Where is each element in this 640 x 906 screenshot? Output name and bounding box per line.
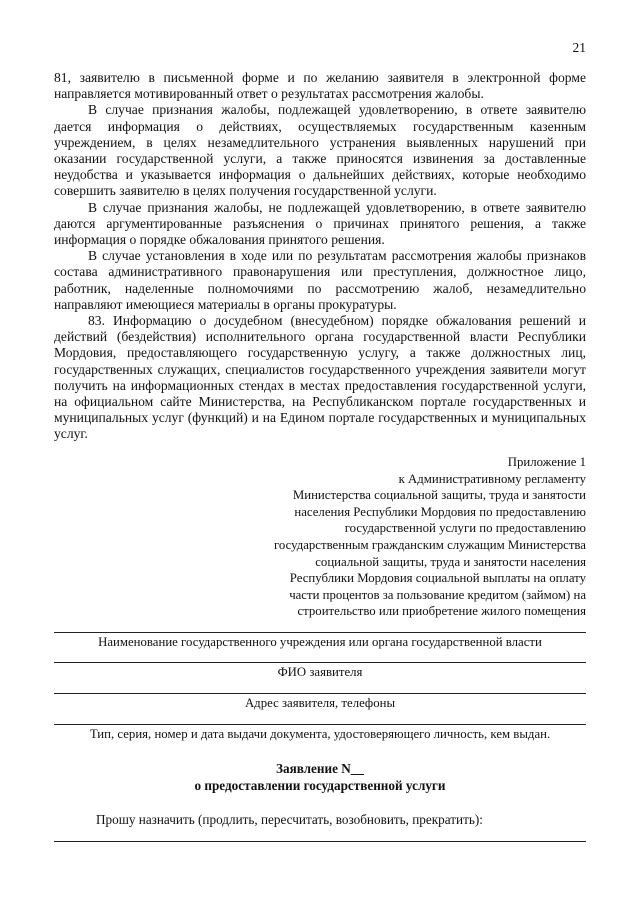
appendix-line: Приложение 1	[507, 455, 586, 469]
address-caption: Адрес заявителя, телефоны	[244, 696, 396, 710]
address-line[interactable]	[54, 693, 586, 694]
document-line[interactable]	[54, 724, 586, 725]
paragraph-5: 83. Информацию о досудебном (внесудебном) порядке обжалования решений и действий (бездействия) исполнительного органа государственной власти Республики Мордовия, предоставляющего государственную услугу, а также должностных лиц, государственных служащих, специалистов государственного учреждения заявители могут получить на информационных стендах в местах предоставления государственной услуги, на официальном сайте Министерства, на Республиканском портале государственных и муниципальных услуг (функций) и на Едином портале государственных и муниципальных услуг.	[54, 313, 586, 442]
appendix-line: государственным гражданским служащим Министерства	[273, 537, 586, 552]
appendix-line: Министерства социальной защиты, труда и занятости	[292, 488, 586, 503]
page-number: 21	[572, 40, 586, 55]
statement-title	[54, 761, 586, 794]
appendix-line: части процентов за пользование кредитом (займом) на	[289, 587, 586, 602]
institution-line[interactable]	[54, 632, 586, 633]
appendix-line: к Административному регламенту	[398, 471, 586, 486]
paragraph-1: 81, заявителю в письменной форме и по желанию заявителя в электронной форме направляется мотивированный ответ о результатах рассмотрения жалобы.	[54, 70, 586, 102]
appendix-line: населения Республики Мордовия по предоставлению	[294, 504, 586, 519]
appendix-line: строительство или приобретение жилого помещения	[297, 604, 586, 619]
fio-caption: ФИО заявителя	[277, 665, 363, 679]
paragraph-2: В случае признания жалобы, подлежащей удовлетворению, в ответе заявителю дается информация о действиях, осуществляемых государственным казенным учреждением, в целях незамедлительного устранения выявленных нарушений при оказании государственной услуги, а также приносятся извинения за доставленные неудобства и указывается информация о дальнейших действиях, которые необходимо совершить заявителю в целях получения государственной услуги.	[54, 102, 586, 199]
request-line[interactable]	[54, 841, 586, 842]
fio-line[interactable]	[54, 662, 586, 663]
institution-caption: Наименование государственного учреждения или органа государственной власти	[98, 635, 542, 649]
body-text	[54, 70, 586, 443]
appendix-header	[226, 454, 586, 620]
appendix-line: Республики Мордовия социальной выплаты на оплату	[289, 571, 586, 586]
document-caption: Тип, серия, номер и дата выдачи документа, удостоверяющего личность, кем выдан.	[89, 727, 551, 741]
appendix-line: государственной услуги по предоставлению	[344, 521, 586, 536]
statement-subject: о предоставлении государственной услуги	[194, 777, 446, 793]
paragraph-4: В случае установления в ходе или по результатам рассмотрения жалобы признаков состава административного правонарушения или преступления, должностное лицо, работник, наделенные полномочиями по рассмотрению жалоб, незамедлительно направляют имеющиеся материалы в органы прокуратуры.	[54, 248, 586, 312]
paragraph-3: В случае признания жалобы, не подлежащей удовлетворению, в ответе заявителю даются аргументированные разъяснения о причинах принятого решения, а также информация о порядке обжалования принятого решения.	[54, 199, 586, 248]
statement-number: Заявление N__	[276, 761, 364, 776]
appendix-line: социальной защиты, труда и занятости населения	[315, 554, 586, 569]
request-text: Прошу назначить (продлить, пересчитать, возобновить, прекратить):	[96, 812, 483, 827]
